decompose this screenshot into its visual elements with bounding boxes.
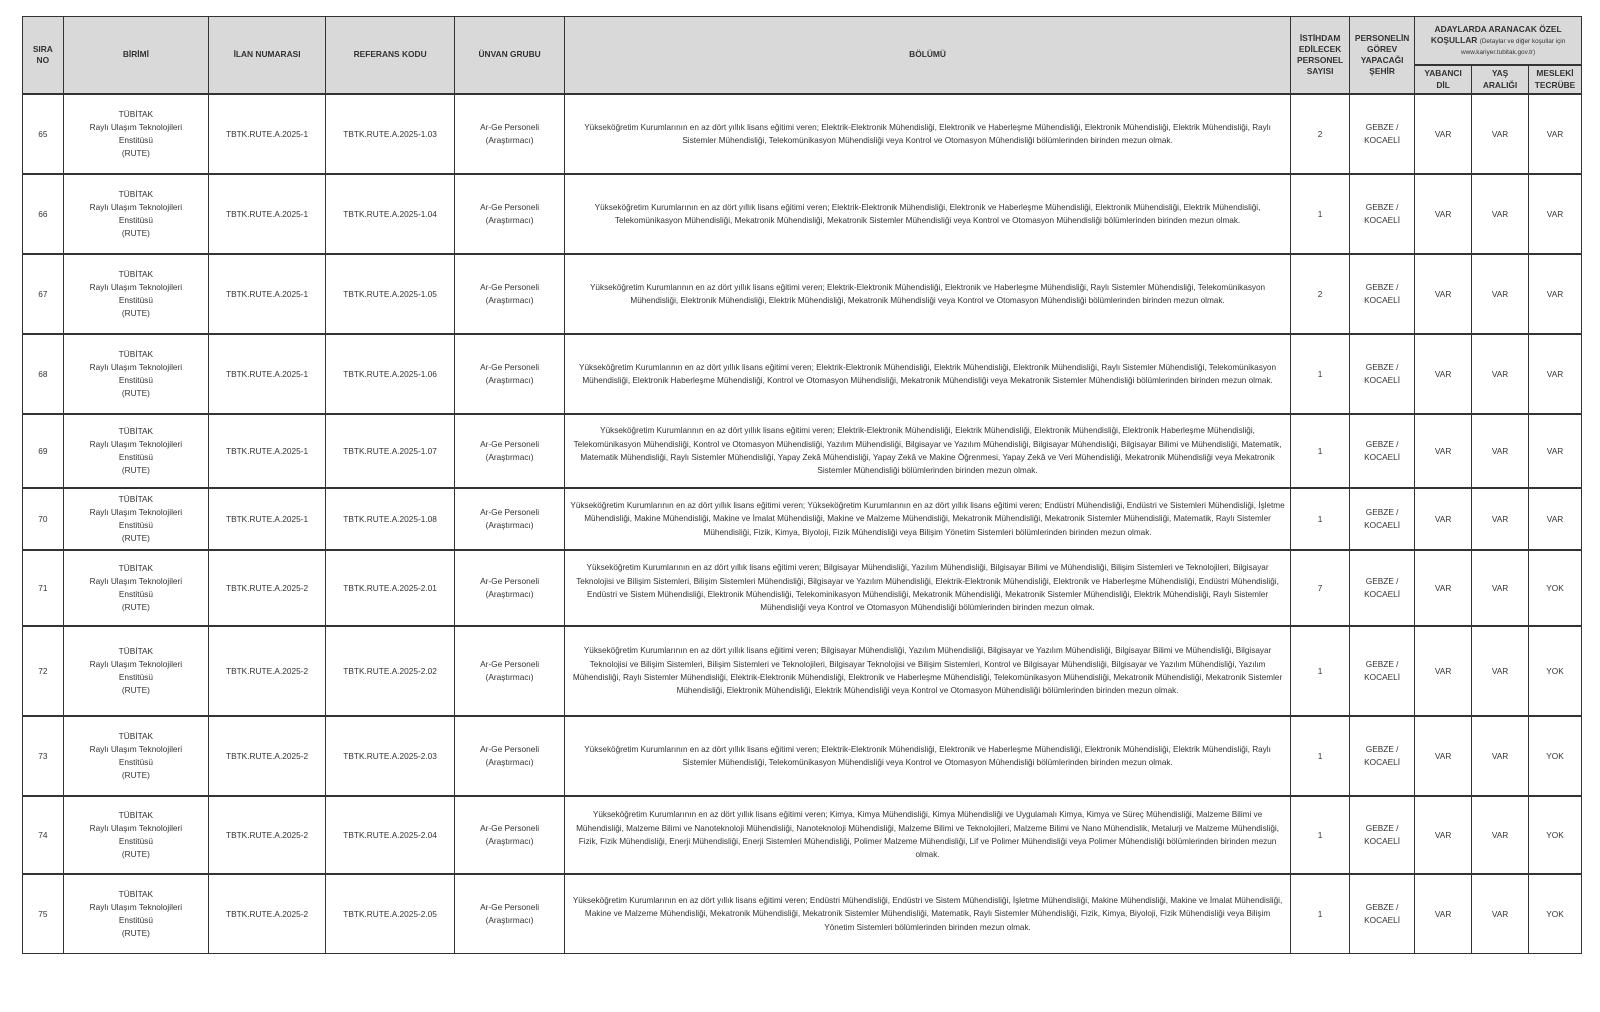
cell-unvan-grubu (455, 716, 565, 796)
birimi-line: TÜBİTAK (118, 109, 154, 120)
sehir-line: KOCAELİ (1364, 836, 1401, 846)
birimi-line: Raylı Ulaşım Teknolojileri (89, 659, 183, 670)
birimi-line: Raylı Ulaşım Teknolojileri (89, 576, 183, 587)
cell-ilan-numarasi: TBTK.RUTE.A.2025-2 (209, 626, 326, 716)
cell-mesleki-tecrube: YOK (1529, 550, 1582, 626)
cell-ilan-numarasi: TBTK.RUTE.A.2025-1 (209, 414, 326, 488)
table-row (23, 796, 1582, 874)
cell-sehir (1350, 254, 1415, 334)
birimi-line: (RUTE) (121, 464, 150, 475)
unvan-line: (Araştırmacı) (485, 520, 534, 530)
cell-birimi (63, 716, 208, 796)
cell-yas-araligi: VAR (1472, 334, 1529, 414)
cell-bolumu: Yükseköğretim Kurumlarının en az dört yıllık lisans eğitimi veren; Elektrik-Elektronik Mühendisliği, Elektronik ve Haberleşme Mühendisliği, Raylı Sistemler Mühendisliği, Telekomünikasyon Mühendisliği, Elektronik Mühendisliği, Elektrik Mühendisliği, Mekatronik Mühendisliği veya Kontrol ve Otomasyon Mühendisliği bölümlerinden birinden mezun olmak. (565, 254, 1291, 334)
cell-referans-kodu: TBTK.RUTE.A.2025-2.03 (326, 716, 455, 796)
birimi-line: Enstitüsü (118, 672, 153, 682)
cell-yabanci-dil: VAR (1415, 488, 1472, 550)
header-yas-araligi: YAŞ ARALIĞI (1472, 65, 1529, 94)
sehir-line: KOCAELİ (1364, 375, 1401, 385)
cell-bolumu: Yükseköğretim Kurumlarının en az dört yıllık lisans eğitimi veren; Kimya, Kimya Mühendisliği, Kimya Mühendisliği ve Uygulamalı Kimya, Kimya ve Süreç Mühendisliği, Malzeme Bilimi ve Mühendisliği, Malzeme Bilimi ve Nanoteknoloji Mühendisliği, Nanoteknoloji Mühendisliği, Malzeme Bilimi ve Teknolojileri, Malzeme Bilimi ve Nano Mühendislik, Metalurji ve Malzeme Mühendisliği, Fizik, Fizik Mühendisliği, Enerji Mühendisliği, Enerji Sistemleri Mühendisliği, Polimer Malzeme Mühendisliği, Lif ve Polimer Mühendisliği veya Polimer Mühendisliği bölümlerinden birinden mezun olmak. (565, 796, 1291, 874)
header-referans-kodu: REFERANS KODU (326, 17, 455, 95)
birimi-line: TÜBİTAK (118, 889, 154, 900)
cell-sira-no: 67 (23, 254, 64, 334)
birimi-line: Enstitüsü (118, 757, 153, 767)
cell-personel-sayisi: 1 (1291, 334, 1350, 414)
birimi-line: Raylı Ulaşım Teknolojileri (89, 744, 183, 755)
cell-mesleki-tecrube: VAR (1529, 254, 1582, 334)
cell-unvan-grubu (455, 334, 565, 414)
cell-sehir (1350, 94, 1415, 174)
cell-unvan-grubu (455, 488, 565, 550)
birimi-line: TÜBİTAK (118, 563, 154, 574)
unvan-line: (Araştırmacı) (485, 375, 534, 385)
header-bolumu: BÖLÜMÜ (565, 17, 1291, 95)
cell-birimi (63, 254, 208, 334)
cell-referans-kodu: TBTK.RUTE.A.2025-2.01 (326, 550, 455, 626)
cell-yabanci-dil: VAR (1415, 334, 1472, 414)
unvan-line: (Araştırmacı) (485, 915, 534, 925)
unvan-line: (Araştırmacı) (485, 757, 534, 767)
header-birimi: BİRİMİ (63, 17, 208, 95)
birimi-line: (RUTE) (121, 227, 150, 238)
birimi-line: (RUTE) (121, 307, 150, 318)
unvan-line: (Araştırmacı) (485, 452, 534, 462)
cell-mesleki-tecrube: VAR (1529, 414, 1582, 488)
header-personel-sayisi: İSTİHDAM EDİLECEK PERSONEL SAYISI (1291, 17, 1350, 95)
sehir-line: GEBZE / (1365, 362, 1399, 373)
cell-personel-sayisi: 7 (1291, 550, 1350, 626)
cell-sehir (1350, 716, 1415, 796)
cell-birimi (63, 334, 208, 414)
ozel-kosullar-title: ADAYLARDA ARANACAK ÖZEL KOŞULLAR (1430, 23, 1562, 45)
cell-ilan-numarasi: TBTK.RUTE.A.2025-2 (209, 716, 326, 796)
cell-mesleki-tecrube: VAR (1529, 174, 1582, 254)
sehir-line: GEBZE / (1365, 282, 1399, 293)
cell-mesleki-tecrube: YOK (1529, 626, 1582, 716)
cell-bolumu: Yükseköğretim Kurumlarının en az dört yıllık lisans eğitimi veren; Yükseköğretim Kurumlarının en az dört yıllık lisans eğitimi veren; Endüstri Mühendisliği, Endüstri ve Sistemleri Mühendisliği, İşletme Mühendisliği, Makine Mühendisliği, Makine ve İmalat Mühendisliği, Makine ve Malzeme Mühendisliği, Mekatronik Mühendisliği, Mekatronik Sistemler Mühendisliği, Matematik, Raylı Sistemler Mühendisliği, Fizik, Kimya, Biyoloji, Fizik Mühendisliği veya Bilişim Yönetim Sistemleri bölümlerinden birinden mezun olmak. (565, 488, 1291, 550)
cell-sira-no: 73 (23, 716, 64, 796)
birimi-line: (RUTE) (121, 532, 150, 543)
table-row (23, 626, 1582, 716)
header-unvan-grubu: ÜNVAN GRUBU (455, 17, 565, 95)
cell-personel-sayisi: 2 (1291, 254, 1350, 334)
birimi-line: (RUTE) (121, 769, 150, 780)
birimi-line: TÜBİTAK (118, 731, 154, 742)
cell-referans-kodu: TBTK.RUTE.A.2025-1.05 (326, 254, 455, 334)
unvan-line: Ar-Ge Personeli (480, 744, 540, 755)
cell-yas-araligi: VAR (1472, 174, 1529, 254)
cell-unvan-grubu (455, 254, 565, 334)
cell-ilan-numarasi: TBTK.RUTE.A.2025-2 (209, 796, 326, 874)
sehir-line: GEBZE / (1365, 122, 1399, 133)
cell-birimi (63, 488, 208, 550)
cell-sira-no: 71 (23, 550, 64, 626)
cell-referans-kodu: TBTK.RUTE.A.2025-1.04 (326, 174, 455, 254)
unvan-line: (Araştırmacı) (485, 836, 534, 846)
cell-yas-araligi: VAR (1472, 716, 1529, 796)
table-row (23, 716, 1582, 796)
cell-ilan-numarasi: TBTK.RUTE.A.2025-1 (209, 94, 326, 174)
ozel-kosullar-note: (Detaylar ve diğer koşullar için www.kariyer.tubitak.gov.tr) (1461, 37, 1566, 56)
sehir-line: KOCAELİ (1364, 295, 1401, 305)
cell-birimi (63, 550, 208, 626)
cell-referans-kodu: TBTK.RUTE.A.2025-1.07 (326, 414, 455, 488)
cell-yas-araligi: VAR (1472, 550, 1529, 626)
cell-bolumu: Yükseköğretim Kurumlarının en az dört yıllık lisans eğitimi veren; Endüstri Mühendisliği, Endüstri ve Sistem Mühendisliği, İşletme Mühendisliği, Makine Mühendisliği, Makine ve İmalat Mühendisliği, Makine ve Malzeme Mühendisliği, Mekatronik Mühendisliği, Mekatronik Sistemler Mühendisliği, Matematik, Raylı Sistemler Mühendisliği, Fizik, Kimya, Biyoloji, Fizik Mühendisliği veya Bilişim Yönetim Sistemleri bölümlerinden birinden mezun olmak. (565, 874, 1291, 954)
header-ilan-numarasi: İLAN NUMARASI (209, 17, 326, 95)
birimi-line: Raylı Ulaşım Teknolojileri (89, 902, 183, 913)
cell-yabanci-dil: VAR (1415, 94, 1472, 174)
cell-mesleki-tecrube: VAR (1529, 334, 1582, 414)
cell-bolumu: Yükseköğretim Kurumlarının en az dört yıllık lisans eğitimi veren; Elektrik-Elektronik Mühendisliği, Elektronik ve Haberleşme Mühendisliği, Elektronik Mühendisliği, Elektrik Mühendisliği, Telekomünikasyon Mühendisliği, Mekatronik Mühendisliği, Mekatronik Sistemler Mühendisliği veya Kontrol ve Otomasyon Mühendisliği bölümlerinden birinden mezun olmak. (565, 174, 1291, 254)
unvan-line: Ar-Ge Personeli (480, 659, 540, 670)
cell-birimi (63, 94, 208, 174)
unvan-line: Ar-Ge Personeli (480, 902, 540, 913)
sehir-line: GEBZE / (1365, 507, 1399, 518)
cell-sira-no: 70 (23, 488, 64, 550)
cell-bolumu: Yükseköğretim Kurumlarının en az dört yıllık lisans eğitimi veren; Bilgisayar Mühendisliği, Yazılım Mühendisliği, Bilgisayar ve Yazılım Mühendisliği, Bilgisayar Bilimi ve Mühendisliği, Bilgisayar Teknolojisi ve Bilişim Sistemleri, Bilişim Sistemleri ve Teknolojileri, Bilgisayar Teknolojisi ve Bilişim Sistemleri, Kontrol ve Bilgisayar Mühendisliği, Bilgisayar ve Yazılım Mühendisliği, Yazılım Mühendisliği, Raylı Sistemler Mühendisliği, Elektrik-Elektronik Mühendisliği, Elektronik ve Haberleşme Mühendisliği, Telekomünikasyon Mühendisliği, Mekatronik Mühendisliği, Mekatronik Sistemler Mühendisliği, Elektronik Mühendisliği, Elektrik Mühendisliği veya Kontrol ve Otomasyon Mühendisliği bölümlerinden birinden mezun olmak. (565, 626, 1291, 716)
unvan-line: Ar-Ge Personeli (480, 282, 540, 293)
birimi-line: (RUTE) (121, 601, 150, 612)
cell-unvan-grubu (455, 94, 565, 174)
unvan-line: (Araştırmacı) (485, 589, 534, 599)
cell-personel-sayisi: 1 (1291, 414, 1350, 488)
birimi-line: Enstitüsü (118, 915, 153, 925)
table-header (23, 17, 1582, 95)
unvan-line: (Araştırmacı) (485, 672, 534, 682)
sehir-line: GEBZE / (1365, 744, 1399, 755)
sehir-line: KOCAELİ (1364, 672, 1401, 682)
cell-sira-no: 65 (23, 94, 64, 174)
sehir-line: GEBZE / (1365, 659, 1399, 670)
cell-bolumu: Yükseköğretim Kurumlarının en az dört yıllık lisans eğitimi veren; Elektrik-Elektronik Mühendisliği, Elektronik ve Haberleşme Mühendisliği, Elektronik Mühendisliği, Elektrik Mühendisliği, Raylı Sistemler Mühendisliği, Telekomünikasyon Mühendisliği veya Kontrol ve Otomasyon Mühendisliği bölümlerinden birinden mezun olmak. (565, 716, 1291, 796)
unvan-line: Ar-Ge Personeli (480, 507, 540, 518)
cell-yas-araligi: VAR (1472, 414, 1529, 488)
cell-bolumu: Yükseköğretim Kurumlarının en az dört yıllık lisans eğitimi veren; Bilgisayar Mühendisliği, Yazılım Mühendisliği, Bilgisayar Bilimi ve Mühendisliği, Bilişim Sistemleri ve Teknolojileri, Bilgisayar Teknolojisi ve Bilişim Sistemleri, Bilişim Sistemleri Mühendisliği, Bilgisayar ve Yazılım Mühendisliği, Elektrik-Elektronik Mühendisliği, Elektronik ve Haberleşme Mühendisliği, Endüstri Mühendisliği, Endüstri ve Sistem Mühendisliği, Elektronik Mühendisliği, Telekominikasyon Mühendisliği, Mekatronik Mühendisliği, Mekatronik Sistemler Mühendisliği, Elektrik Mühendisliği, Raylı Sistemler Mühendisliği veya Kontrol ve Otomasyon Mühendisliği bölümlerinden birinden mezun olmak. (565, 550, 1291, 626)
cell-personel-sayisi: 1 (1291, 716, 1350, 796)
sehir-line: KOCAELİ (1364, 915, 1401, 925)
birimi-line: TÜBİTAK (118, 269, 154, 280)
birimi-line: TÜBİTAK (118, 349, 154, 360)
cell-mesleki-tecrube: YOK (1529, 796, 1582, 874)
birimi-line: (RUTE) (121, 147, 150, 158)
cell-sira-no: 74 (23, 796, 64, 874)
sehir-line: GEBZE / (1365, 439, 1399, 450)
cell-yabanci-dil: VAR (1415, 550, 1472, 626)
cell-unvan-grubu (455, 796, 565, 874)
unvan-line: (Araştırmacı) (485, 135, 534, 145)
sehir-line: GEBZE / (1365, 576, 1399, 587)
cell-referans-kodu: TBTK.RUTE.A.2025-2.04 (326, 796, 455, 874)
header-sira-no: SIRA NO (23, 17, 64, 95)
cell-sehir (1350, 626, 1415, 716)
birimi-line: Enstitüsü (118, 836, 153, 846)
cell-personel-sayisi: 1 (1291, 626, 1350, 716)
unvan-line: Ar-Ge Personeli (480, 576, 540, 587)
birimi-line: (RUTE) (121, 927, 150, 938)
cell-sehir (1350, 796, 1415, 874)
header-yabanci-dil: YABANCI DİL (1415, 65, 1472, 94)
birimi-line: TÜBİTAK (118, 494, 154, 505)
cell-yabanci-dil: VAR (1415, 414, 1472, 488)
cell-unvan-grubu (455, 174, 565, 254)
table-row (23, 874, 1582, 954)
sehir-line: KOCAELİ (1364, 757, 1401, 767)
cell-yabanci-dil: VAR (1415, 874, 1472, 954)
cell-bolumu: Yükseköğretim Kurumlarının en az dört yıllık lisans eğitimi veren; Elektrik-Elektronik Mühendisliği, Elektrik Mühendisliği, Elektronik Mühendisliği, Elektronik Haberleşme Mühendisliği, Telekomünikasyon Mühendisliği, Kontrol ve Otomasyon Mühendisliği, Yazılım Mühendisliği, Bilgisayar ve Yazılım Mühendisliği, Bilgisayar Mühendisliği, Bilgisayar Bilimi ve Mühendisliği, Matematik, Matematik Mühendisliği, Raylı Sistemler Mühendisliği, Yapay Zekâ Mühendisliği, Yapay Zekâ ve Makine Öğrenmesi, Yapay Zekâ ve Veri Mühendisliği, Mekatronik Mühendisliği veya Mekatronik Sistemler Mühendisliği bölümlerinden birinden mezun olmak. (565, 414, 1291, 488)
cell-unvan-grubu (455, 626, 565, 716)
birimi-line: Raylı Ulaşım Teknolojileri (89, 439, 183, 450)
cell-yas-araligi: VAR (1472, 94, 1529, 174)
cell-referans-kodu: TBTK.RUTE.A.2025-1.06 (326, 334, 455, 414)
cell-sira-no: 75 (23, 874, 64, 954)
cell-sira-no: 72 (23, 626, 64, 716)
birimi-line: Enstitüsü (118, 452, 153, 462)
sehir-line: GEBZE / (1365, 823, 1399, 834)
cell-birimi (63, 796, 208, 874)
cell-ilan-numarasi: TBTK.RUTE.A.2025-1 (209, 254, 326, 334)
cell-sira-no: 69 (23, 414, 64, 488)
cell-ilan-numarasi: TBTK.RUTE.A.2025-2 (209, 550, 326, 626)
sehir-line: KOCAELİ (1364, 215, 1401, 225)
table-row (23, 94, 1582, 174)
cell-personel-sayisi: 1 (1291, 796, 1350, 874)
sehir-line: KOCAELİ (1364, 452, 1401, 462)
birimi-line: Enstitüsü (118, 589, 153, 599)
cell-bolumu: Yükseköğretim Kurumlarının en az dört yıllık lisans eğitimi veren; Elektrik-Elektronik Mühendisliği, Elektrik Mühendisliği, Elektronik Mühendisliği, Raylı Sistemler Mühendisliği, Telekomünikasyon Mühendisliği, Elektronik Haberleşme Mühendisliği, Kontrol ve Otomasyon Mühendisliği, Mekatronik Mühendisliği veya Mekatronik Sistemler Mühendisliği bölümlerinden birinden mezun olmak. (565, 334, 1291, 414)
cell-personel-sayisi: 1 (1291, 488, 1350, 550)
unvan-line: Ar-Ge Personeli (480, 362, 540, 373)
birimi-line: TÜBİTAK (118, 646, 154, 657)
birimi-line: Enstitüsü (118, 375, 153, 385)
birimi-line: TÜBİTAK (118, 810, 154, 821)
header-mesleki-tecrube: MESLEKİ TECRÜBE (1529, 65, 1582, 94)
unvan-line: (Araştırmacı) (485, 215, 534, 225)
cell-sehir (1350, 874, 1415, 954)
birimi-line: Raylı Ulaşım Teknolojileri (89, 282, 183, 293)
cell-birimi (63, 874, 208, 954)
table-row (23, 334, 1582, 414)
table-row (23, 488, 1582, 550)
cell-sehir (1350, 334, 1415, 414)
birimi-line: Enstitüsü (118, 215, 153, 225)
cell-yabanci-dil: VAR (1415, 796, 1472, 874)
cell-yas-araligi: VAR (1472, 874, 1529, 954)
unvan-line: Ar-Ge Personeli (480, 439, 540, 450)
header-ozel-kosullar (1415, 17, 1582, 66)
cell-personel-sayisi: 1 (1291, 874, 1350, 954)
cell-yas-araligi: VAR (1472, 626, 1529, 716)
cell-unvan-grubu (455, 414, 565, 488)
birimi-line: Raylı Ulaşım Teknolojileri (89, 823, 183, 834)
cell-sira-no: 66 (23, 174, 64, 254)
cell-yabanci-dil: VAR (1415, 174, 1472, 254)
cell-sira-no: 68 (23, 334, 64, 414)
cell-mesleki-tecrube: VAR (1529, 488, 1582, 550)
birimi-line: (RUTE) (121, 684, 150, 695)
cell-yabanci-dil: VAR (1415, 254, 1472, 334)
birimi-line: Enstitüsü (118, 135, 153, 145)
cell-ilan-numarasi: TBTK.RUTE.A.2025-1 (209, 334, 326, 414)
birimi-line: Raylı Ulaşım Teknolojileri (89, 362, 183, 373)
sehir-line: GEBZE / (1365, 202, 1399, 213)
birimi-line: TÜBİTAK (118, 426, 154, 437)
cell-unvan-grubu (455, 550, 565, 626)
cell-personel-sayisi: 2 (1291, 94, 1350, 174)
cell-sehir (1350, 174, 1415, 254)
cell-birimi (63, 626, 208, 716)
cell-yas-araligi: VAR (1472, 488, 1529, 550)
birimi-line: (RUTE) (121, 848, 150, 859)
cell-birimi (63, 174, 208, 254)
cell-ilan-numarasi: TBTK.RUTE.A.2025-2 (209, 874, 326, 954)
unvan-line: Ar-Ge Personeli (480, 202, 540, 213)
table-row (23, 174, 1582, 254)
sehir-line: GEBZE / (1365, 902, 1399, 913)
cell-personel-sayisi: 1 (1291, 174, 1350, 254)
sehir-line: KOCAELİ (1364, 589, 1401, 599)
unvan-line: Ar-Ge Personeli (480, 823, 540, 834)
cell-referans-kodu: TBTK.RUTE.A.2025-1.08 (326, 488, 455, 550)
cell-sehir (1350, 550, 1415, 626)
cell-referans-kodu: TBTK.RUTE.A.2025-1.03 (326, 94, 455, 174)
birimi-line: (RUTE) (121, 387, 150, 398)
cell-yas-araligi: VAR (1472, 796, 1529, 874)
cell-yabanci-dil: VAR (1415, 626, 1472, 716)
cell-mesleki-tecrube: YOK (1529, 874, 1582, 954)
table-row (23, 414, 1582, 488)
birimi-line: Raylı Ulaşım Teknolojileri (89, 202, 183, 213)
unvan-line: Ar-Ge Personeli (480, 122, 540, 133)
cell-sehir (1350, 488, 1415, 550)
cell-yas-araligi: VAR (1472, 254, 1529, 334)
sehir-line: KOCAELİ (1364, 520, 1401, 530)
table-row (23, 550, 1582, 626)
birimi-line: Raylı Ulaşım Teknolojileri (89, 122, 183, 133)
header-sehir: PERSONELİN GÖREV YAPACAĞI ŞEHİR (1350, 17, 1415, 95)
cell-sehir (1350, 414, 1415, 488)
cell-bolumu: Yükseköğretim Kurumlarının en az dört yıllık lisans eğitimi veren; Elektrik-Elektronik Mühendisliği, Elektronik ve Haberleşme Mühendisliği, Elektronik Mühendisliği, Elektrik Mühendisliği, Raylı Sistemler Mühendisliği, Telekomünikasyon Mühendisliği veya Kontrol ve Otomasyon Mühendisliği bölümlerinden birinden mezun olmak. (565, 94, 1291, 174)
cell-ilan-numarasi: TBTK.RUTE.A.2025-1 (209, 174, 326, 254)
birimi-line: Raylı Ulaşım Teknolojileri (89, 507, 183, 518)
cell-referans-kodu: TBTK.RUTE.A.2025-2.02 (326, 626, 455, 716)
table-body (23, 94, 1582, 954)
cell-yabanci-dil: VAR (1415, 716, 1472, 796)
table-row (23, 254, 1582, 334)
job-listing-document (22, 16, 1582, 954)
unvan-line: (Araştırmacı) (485, 295, 534, 305)
cell-ilan-numarasi: TBTK.RUTE.A.2025-1 (209, 488, 326, 550)
cell-mesleki-tecrube: YOK (1529, 716, 1582, 796)
sehir-line: KOCAELİ (1364, 135, 1401, 145)
cell-birimi (63, 414, 208, 488)
birimi-line: TÜBİTAK (118, 189, 154, 200)
cell-unvan-grubu (455, 874, 565, 954)
job-listing-table (22, 16, 1582, 954)
cell-referans-kodu: TBTK.RUTE.A.2025-2.05 (326, 874, 455, 954)
birimi-line: Enstitüsü (118, 520, 153, 530)
cell-mesleki-tecrube: VAR (1529, 94, 1582, 174)
birimi-line: Enstitüsü (118, 295, 153, 305)
